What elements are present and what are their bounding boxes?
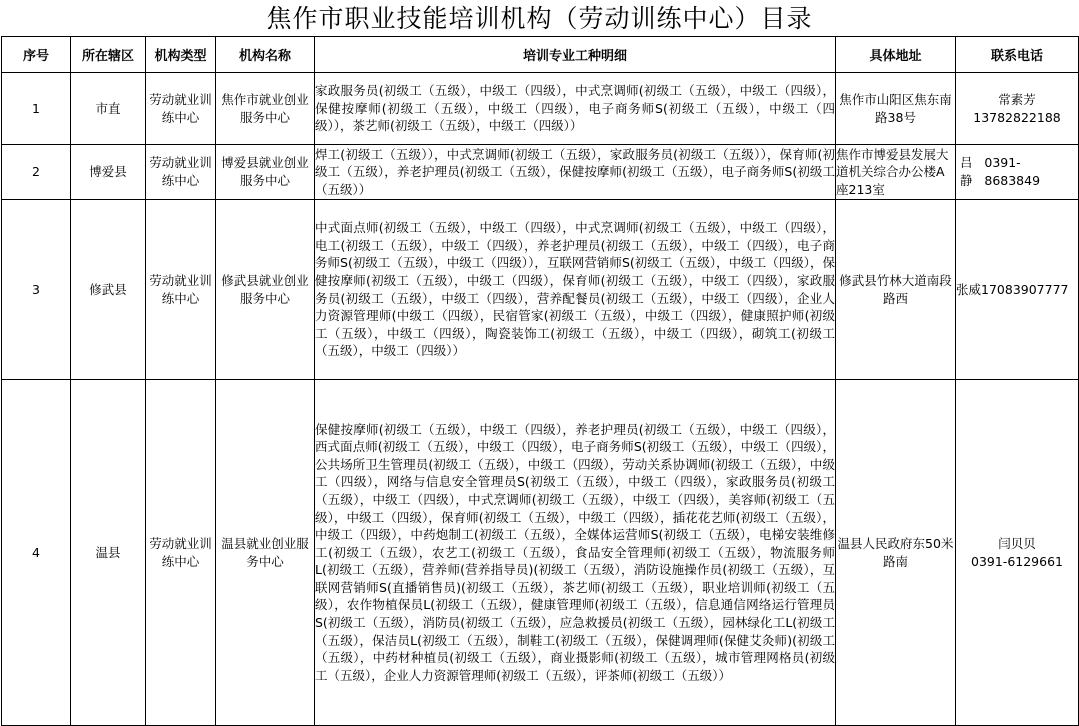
cell-seq: 1	[2, 73, 71, 145]
header-type: 机构类型	[146, 37, 216, 73]
cell-address: 温县人民政府东50米路南	[836, 380, 956, 726]
contact-name: 闫贝贝	[998, 535, 1036, 551]
cell-address: 焦作市山阳区焦东南路38号	[836, 73, 956, 145]
contact-name: 常素芳	[998, 91, 1036, 107]
page-title: 焦作市职业技能培训机构（劳动训练中心）目录	[266, 4, 813, 33]
cell-seq: 4	[2, 380, 71, 726]
cell-detail: 中式面点师(初级工（五级），中级工（四级），中式烹调师(初级工（五级），中级工（四级），电工(初级工（五级），中级工（四级），养老护理员(初级工（五级），中级工（四级），电子商务师S(初级工（五级），中级工（四级）），互联网营销师S(初级工（五级），中级工（四级），保健按摩师(初级工（五级），中级工（四级），保育师(初级工（五级），中级工（四级），家政服务员(初级工（五级），中级工（四级），营养配餐员(初级工（五级），中级工（四级），企业人力资源管理师(中级工（四级），民宿管家(初级工（五级），中级工（四级），健康照护师(初级工（五级），中级工（四级），陶瓷装饰工(初级工（五级），中级工（四级），砌筑工(初级工（五级），中级工（四级））	[315, 200, 836, 380]
cell-phone	[956, 73, 1079, 145]
header-district: 所在辖区	[71, 37, 146, 73]
contact-phone: 13782822188	[973, 109, 1061, 125]
cell-phone	[956, 200, 1079, 380]
contact-phone: 17083907777	[981, 281, 1069, 297]
cell-name: 焦作市就业创业服务中心	[216, 73, 315, 145]
cell-type: 劳动就业训练中心	[146, 380, 216, 726]
cell-seq: 3	[2, 200, 71, 380]
header-address: 具体地址	[836, 37, 956, 73]
header-seq: 序号	[2, 37, 71, 73]
table-row	[2, 145, 1079, 200]
contact-phone: 0391-8683849	[984, 155, 1041, 188]
contact-name: 张威	[956, 281, 982, 297]
cell-name: 博爱县就业创业服务中心	[216, 145, 315, 200]
header-row	[2, 37, 1079, 73]
cell-type: 劳动就业训练中心	[146, 145, 216, 200]
cell-type: 劳动就业训练中心	[146, 200, 216, 380]
contact-phone: 0391-6129661	[971, 553, 1063, 569]
contact-name: 吕静	[960, 155, 973, 188]
cell-type: 劳动就业训练中心	[146, 73, 216, 145]
header-detail: 培训专业工种明细	[315, 37, 836, 73]
cell-district: 博爱县	[71, 145, 146, 200]
cell-district: 修武县	[71, 200, 146, 380]
cell-detail: 保健按摩师(初级工（五级），中级工（四级），养老护理员(初级工（五级），中级工（四级），西式面点师(初级工（五级），中级工（四级），电子商务师S(初级工（五级），中级工（四级），公共场所卫生管理员(初级工（五级），中级工（四级），劳动关系协调师(初级工（五级），中级工（四级），网络与信息安全管理员S(初级工（五级），中级工（四级），家政服务员(初级工（五级），中级工（四级），中式烹调师(初级工（五级），中级工（四级），美容师(初级工（五级），中级工（四级），保育师(初级工（五级），中级工（四级），插花花艺师(初级工（五级），中级工（四级），中药炮制工(初级工（五级），全媒体运营师S(初级工（五级），电梯安装维修工(初级工（五级），农艺工(初级工（五级），食品安全管理师(初级工（五级），物流服务师L(初级工（五级），营养师(营养指导员)(初级工（五级），消防设施操作员(初级工（五级），互联网营销师S(直播销售员)(初级工（五级），茶艺师(初级工（五级），职业培训师(初级工（五级），农作物植保员L(初级工（五级），健康管理师(初级工（五级），信息通信网络运行管理员S(初级工（五级），消防员(初级工（五级），应急救援员(初级工（五级），园林绿化工L(初级工（五级），保洁员L(初级工（五级），制鞋工(初级工（五级），保健调理师(保健艾灸师)(初级工（五级），中药材种植员(初级工（五级），商业摄影师(初级工（五级），城市管理网格员(初级工（五级），企业人力资源管理师(初级工（五级），评茶师(初级工（五级））	[315, 380, 836, 726]
header-name: 机构名称	[216, 37, 315, 73]
cell-phone	[956, 145, 1079, 200]
cell-detail: 焊工(初级工（五级）），中式烹调师(初级工（五级），家政服务员(初级工（五级）），保育师(初级工（五级），养老护理员(初级工（五级），保健按摩师(初级工（五级），电子商务师S(初级工（五级））	[315, 145, 836, 200]
cell-address: 焦作市博爱县发展大道机关综合办公楼A座213室	[836, 145, 956, 200]
table-row	[2, 200, 1079, 380]
cell-detail: 家政服务员(初级工（五级），中级工（四级），中式烹调师(初级工（五级），中级工（四级），保健按摩师(初级工（五级），中级工（四级），电子商务师S(初级工（五级），中级工（四级）），茶艺师(初级工（五级），中级工（四级））	[315, 73, 836, 145]
cell-district: 温县	[71, 380, 146, 726]
cell-name: 温县就业创业服务中心	[216, 380, 315, 726]
directory-table	[1, 36, 1079, 726]
table-row	[2, 73, 1079, 145]
cell-seq: 2	[2, 145, 71, 200]
table-row	[2, 380, 1079, 726]
header-phone: 联系电话	[956, 37, 1079, 73]
cell-district: 市直	[71, 73, 146, 145]
cell-phone	[956, 380, 1079, 726]
cell-address: 修武县竹林大道南段路西	[836, 200, 956, 380]
cell-name: 修武县就业创业服务中心	[216, 200, 315, 380]
